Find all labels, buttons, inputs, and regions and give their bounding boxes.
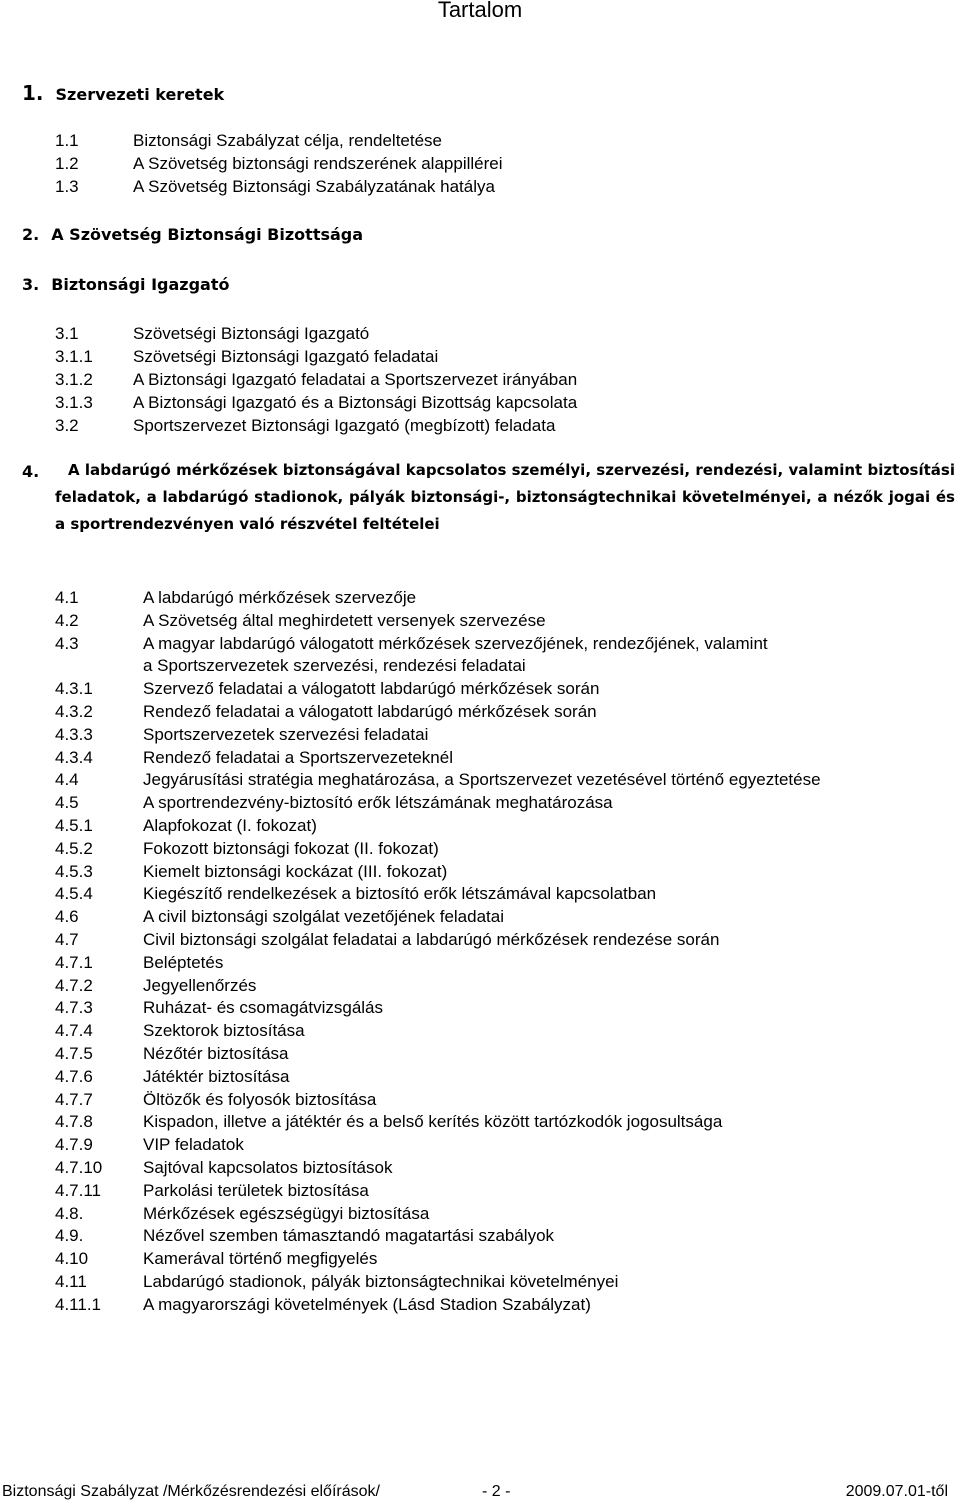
entry-number: 1.3 [55,177,79,196]
section-4-heading: A labdarúgó mérkőzések biztonságával kapcsolatos személyi, szervezési, rendezési, valamint biztosítási feladatok, a labdarúgó stadionok, pályák biztonsági-, biztonságtechnikai követelményei, a nézők jogai és a sportrendezvényen való részvétel feltételei [55,461,955,533]
entry-title: A Szövetség Biztonsági Szabályzatának hatálya [133,177,495,196]
entry-title: A sportrendezvény-biztosító erők létszámának meghatározása [143,793,613,813]
entry-title: A Biztonsági Igazgató és a Biztonsági Bizottság kapcsolata [133,393,578,412]
entry-number: 4.3.3 [55,724,93,744]
entry-number: 4.7.1 [55,952,93,972]
entry-number: 3.1.3 [55,393,93,412]
entry-number: 4.7.10 [55,1158,103,1177]
entry-title: Parkolási területek biztosítása [143,1180,369,1200]
entry-number: 4.3.1 [55,679,93,699]
entry-title: Kispadon, illetve a játéktér és a belső kerítés között tartózkodók jogosultsága [143,1112,723,1132]
entry-title: Fokozott biztonsági fokozat (II. fokozat) [143,838,439,858]
entry-title: Rendező feladatai a Sportszervezeteknél [143,747,453,767]
entry-title: A civil biztonsági szolgálat vezetőjének feladatai [143,907,504,927]
entry-number: 4.5.1 [55,816,93,835]
entry-number: 1.1 [55,131,79,150]
entry-number: 4.8. [55,1203,84,1223]
page-title: Tartalom [437,0,523,22]
entry-number: 4.4 [55,770,79,790]
entry-number: 4.11 [55,1272,87,1291]
entry-number: 4.3.4 [55,747,93,767]
entry-title: Rendező feladatai a válogatott labdarúgó mérkőzések során [143,702,597,721]
entry-title: Jegyellenőrzés [143,975,257,995]
entry-title: Beléptetés [143,952,224,972]
section-number: 3. [22,275,40,294]
entry-number: 3.2 [55,416,79,435]
entry-title: Nézőtér biztosítása [143,1044,289,1063]
section-title: A Szövetség Biztonsági Bizottsága [51,225,364,244]
entry-number: 4.7.3 [55,998,93,1018]
entry-number: 4.10 [55,1249,89,1269]
entry-number: 3.1.1 [55,347,93,366]
footer-effective-date: 2009.07.01-től [845,1483,948,1500]
entry-title: Sportszervezet Biztonsági Igazgató (megbízott) feladata [133,416,556,435]
entry-title: Kamerával történő megfigyelés [143,1249,378,1269]
entry-number: 3.1.2 [55,370,93,389]
entry-title: A magyarországi követelmények (Lásd Stadion Szabályzat) [143,1294,591,1314]
entry-title: Ruházat- és csomagátvizsgálás [143,998,384,1018]
section-1-heading [22,81,224,107]
entry-number: 4.7.6 [55,1066,93,1086]
entry-number: 4.7.11 [55,1180,102,1200]
entry-title: Sportszervezetek szervezési feladatai [143,724,429,744]
entry-number: 4.1 [55,588,79,607]
entry-title: Öltözők és folyosók biztosítása [143,1089,377,1109]
footer-document-title: Biztonsági Szabályzat /Mérkőzésrendezési előírások/ [2,1483,380,1500]
entry-number: 4.3.2 [55,702,93,721]
entry-number: 4.5 [55,793,79,813]
entry-title: Mérkőzések egészségügyi biztosítása [143,1203,430,1223]
entry-number: 4.7 [55,930,79,949]
entry-number: 4.11.1 [55,1294,102,1314]
section-number: 1. [22,81,44,105]
entry-number: 4.6 [55,907,79,927]
entry-number: 1.2 [55,154,79,173]
entry-title: Alapfokozat (I. fokozat) [143,816,317,835]
section-3-heading [22,275,229,295]
section-title: Szervezeti keretek [55,85,225,104]
entry-title: A Biztonsági Igazgató feladatai a Sportszervezet irányában [133,370,578,389]
entry-number: 4.5.3 [55,861,93,881]
entry-number: 4.7.5 [55,1044,93,1063]
entry-title: Civil biztonsági szolgálat feladatai a labdarúgó mérkőzések rendezése során [143,930,720,949]
entry-title: Játéktér biztosítása [143,1066,290,1086]
page-footer [0,1480,960,1504]
entry-number: 4.7.9 [55,1135,93,1155]
entry-title: Jegyárusítási stratégia meghatározása, a Sportszervezet vezetésével történő egyeztetése [143,770,821,790]
entry-number: 4.9. [55,1226,84,1246]
entry-number: 4.3 [55,633,79,653]
entry-title: VIP feladatok [143,1135,244,1155]
entry-title: Szektorok biztosítása [143,1021,305,1041]
entry-number: 4.7.8 [55,1112,93,1132]
entry-number: 4.7.4 [55,1021,93,1041]
section-number: 2. [22,225,40,244]
entry-title: Szövetségi Biztonsági Igazgató [133,324,370,343]
entry-title: Szervező feladatai a válogatott labdarúgó mérkőzések során [143,679,600,699]
section-2-heading [22,225,363,245]
entry-title: A magyar labdarúgó válogatott mérkőzések szervezőjének, rendezőjének, valamint [143,633,768,653]
entry-title: Biztonsági Szabályzat célja, rendeltetése [133,131,443,150]
entry-number: 4.7.2 [55,975,93,995]
entry-number: 3.1 [55,324,79,343]
section-4-number: 4. [22,462,40,481]
entry-title: Kiemelt biztonsági kockázat (III. fokozat) [143,861,448,881]
page-number: - 2 - [482,1483,511,1500]
entry-title: A labdarúgó mérkőzések szervezője [143,588,417,607]
entry-number: 4.5.4 [55,884,93,904]
entry-title: Szövetségi Biztonsági Igazgató feladatai [133,347,439,366]
entry-title: Labdarúgó stadionok, pályák biztonságtechnikai követelményei [143,1272,619,1291]
entry-number: 4.2 [55,610,79,630]
entry-title: Sajtóval kapcsolatos biztosítások [143,1158,393,1177]
section-title: Biztonsági Igazgató [51,275,230,294]
entry-title: A Szövetség által meghirdetett versenyek szervezése [143,610,546,630]
entry-title: Kiegészítő rendelkezések a biztosító erők létszámával kapcsolatban [143,884,657,904]
entry-title: Nézővel szemben támasztandó magatartási szabályok [143,1226,555,1246]
entry-title: A Szövetség biztonsági rendszerének alappillérei [133,154,503,173]
entry-title-continuation: a Sportszervezetek szervezési, rendezési feladatai [143,656,526,676]
entry-number: 4.7.7 [55,1089,93,1109]
entry-number: 4.5.2 [55,838,93,858]
